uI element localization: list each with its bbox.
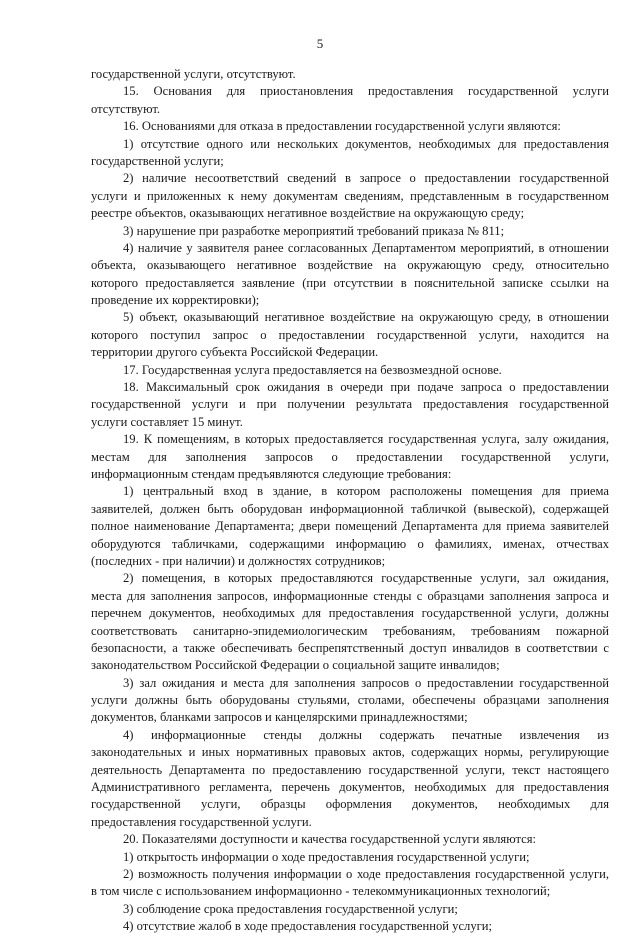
paragraph	[91, 223, 609, 240]
paragraph	[91, 379, 609, 431]
text-line: 20. Показателями доступности и качества государственной услуги являются:	[123, 832, 536, 847]
text-line: 4) информационные стенды должны содержать печатные извлечения из	[123, 727, 609, 742]
text-line: 3) соблюдение срока предоставления государственной услуги;	[123, 901, 458, 916]
text-line: законодательством Российской Федерации о социальной защите инвалидов;	[91, 658, 500, 673]
text-line: деятельность Департамента по предоставлению государственной услуги, текст настоящего	[91, 762, 609, 777]
text-line: 1) отсутствие одного или нескольких документов, необходимых для предоставления	[123, 136, 609, 151]
text-line: которого предоставляется заявление (при отсутствии в пояснительной записке ссылки на	[91, 275, 609, 290]
text-line: документов, бланками запросов и канцелярскими принадлежностями;	[91, 710, 468, 725]
text-line: отсутствуют.	[91, 101, 161, 116]
text-line: 15. Основания для приостановления предоставления государственной услуги	[123, 84, 609, 99]
paragraph	[91, 831, 609, 848]
text-line: территории другого субъекта Российской Федерации.	[91, 345, 379, 360]
text-line: местам для заполнения запросов о предоставлении государственной услуги,	[91, 449, 609, 464]
text-line: 2) наличие несоответствий сведений в запросе о предоставлении государственной	[123, 171, 609, 186]
text-line: государственной услуги;	[91, 153, 224, 168]
text-line: оборудуются табличками, содержащими информацию о фамилиях, именах, отчествах	[91, 536, 609, 551]
paragraph	[91, 570, 609, 674]
text-line: 18. Максимальный срок ожидания в очереди при подаче запроса о предоставлении	[123, 380, 609, 395]
text-line: в том числе с использованием информационно - телекоммуникационных технологий;	[91, 884, 551, 899]
text-line: государственной услуги и при получении результата предоставления государственной	[91, 397, 609, 412]
paragraph	[91, 83, 609, 118]
text-line: соответствовать санитарно-эпидемиологическим требованиям, требованиям пожарной	[91, 623, 609, 638]
paragraph	[91, 483, 609, 570]
text-line: законодательных и иных нормативных правовых актов, содержащих нормы, регулирующие	[91, 745, 609, 760]
text-line: информационным стендам предъявляются следующие требования:	[91, 466, 452, 481]
text-line: государственной услуги, образцы оформления документов, необходимых для	[91, 797, 609, 812]
paragraph	[91, 66, 609, 83]
paragraph	[91, 727, 609, 831]
paragraph	[91, 849, 609, 866]
text-line: 17. Государственная услуга предоставляется на безвозмездной основе.	[123, 362, 502, 377]
text-line: объекта, оказывающего негативное воздействие на окружающую среду, относительно	[91, 258, 609, 273]
text-line: 16. Основаниями для отказа в предоставлении государственной услуги являются:	[123, 119, 561, 134]
text-line: 4) наличие у заявителя ранее согласованных Департаментом мероприятий, в отношении	[123, 240, 609, 255]
paragraph	[91, 309, 609, 361]
text-line: 1) центральный вход в здание, в котором расположены помещения для приема	[123, 484, 609, 499]
text-line: государственной услуги, отсутствуют.	[91, 67, 296, 81]
paragraph	[91, 170, 609, 222]
page-number: 5	[316, 36, 324, 51]
paragraph	[91, 866, 609, 901]
paragraph	[91, 240, 609, 310]
text-line: услуги должны быть оборудованы стульями, столами, обеспечены образцами заполнения	[91, 693, 609, 708]
text-line: проведение их корректировки);	[91, 293, 260, 308]
paragraph	[91, 136, 609, 171]
text-line: перечнем документов, необходимых для предоставления государственной услуги, должны	[91, 606, 609, 621]
text-line: услуги и приложенных к нему документам сведениям, представленным в государственном	[91, 188, 609, 203]
text-line: заявителей, должен быть оборудован информационной табличкой (вывеской), содержащей	[91, 501, 609, 516]
paragraph	[91, 431, 609, 483]
text-line: 19. К помещениям, в которых предоставляется государственная услуга, залу ожидания,	[123, 432, 609, 447]
paragraph	[91, 118, 609, 135]
text-line: 1) открытость информации о ходе предоставления государственной услуги;	[123, 849, 530, 864]
text-line: полное наименование Департамента; двери помещений Департамента для приема заявителей	[91, 519, 609, 534]
text-line: Административного регламента, перечень документов, необходимых для предоставления	[91, 780, 609, 795]
text-line: 5) объект, оказывающий негативное воздействие на окружающую среду, в отношении	[123, 310, 609, 325]
text-line: предоставления государственной услуги.	[91, 814, 312, 829]
paragraph	[91, 901, 609, 918]
text-line: безопасности, а также обеспечивать беспрепятственный доступ инвалидов в соответствии с	[91, 640, 609, 655]
paragraph	[91, 675, 609, 727]
text-line: 2) помещения, в которых предоставляются государственные услуги, зал ожидания,	[123, 571, 609, 586]
paragraph	[91, 918, 609, 935]
text-line: 4) отсутствие жалоб в ходе предоставления государственной услуги;	[123, 919, 493, 934]
paragraph	[91, 362, 609, 379]
document-body	[91, 66, 609, 936]
text-line: которого поступил запрос о предоставлении государственной услуги, находится на	[91, 327, 609, 342]
text-line: услуги составляет 15 минут.	[91, 414, 243, 429]
text-line: реестре объектов, оказывающих негативное воздействие на окружающую среду;	[91, 206, 525, 221]
text-line: места для заполнения запросов, информационные стенды с образцами заполнения запроса и	[91, 588, 609, 603]
text-line: 3) нарушение при разработке мероприятий требований приказа № 811;	[123, 223, 505, 238]
text-line: 2) возможность получения информации о ходе предоставления государственной услуги,	[123, 866, 609, 881]
text-line: 3) зал ожидания и места для заполнения запросов о предоставлении государственной	[123, 675, 609, 690]
text-line: (последних - при наличии) и должностях сотрудников;	[91, 553, 386, 568]
